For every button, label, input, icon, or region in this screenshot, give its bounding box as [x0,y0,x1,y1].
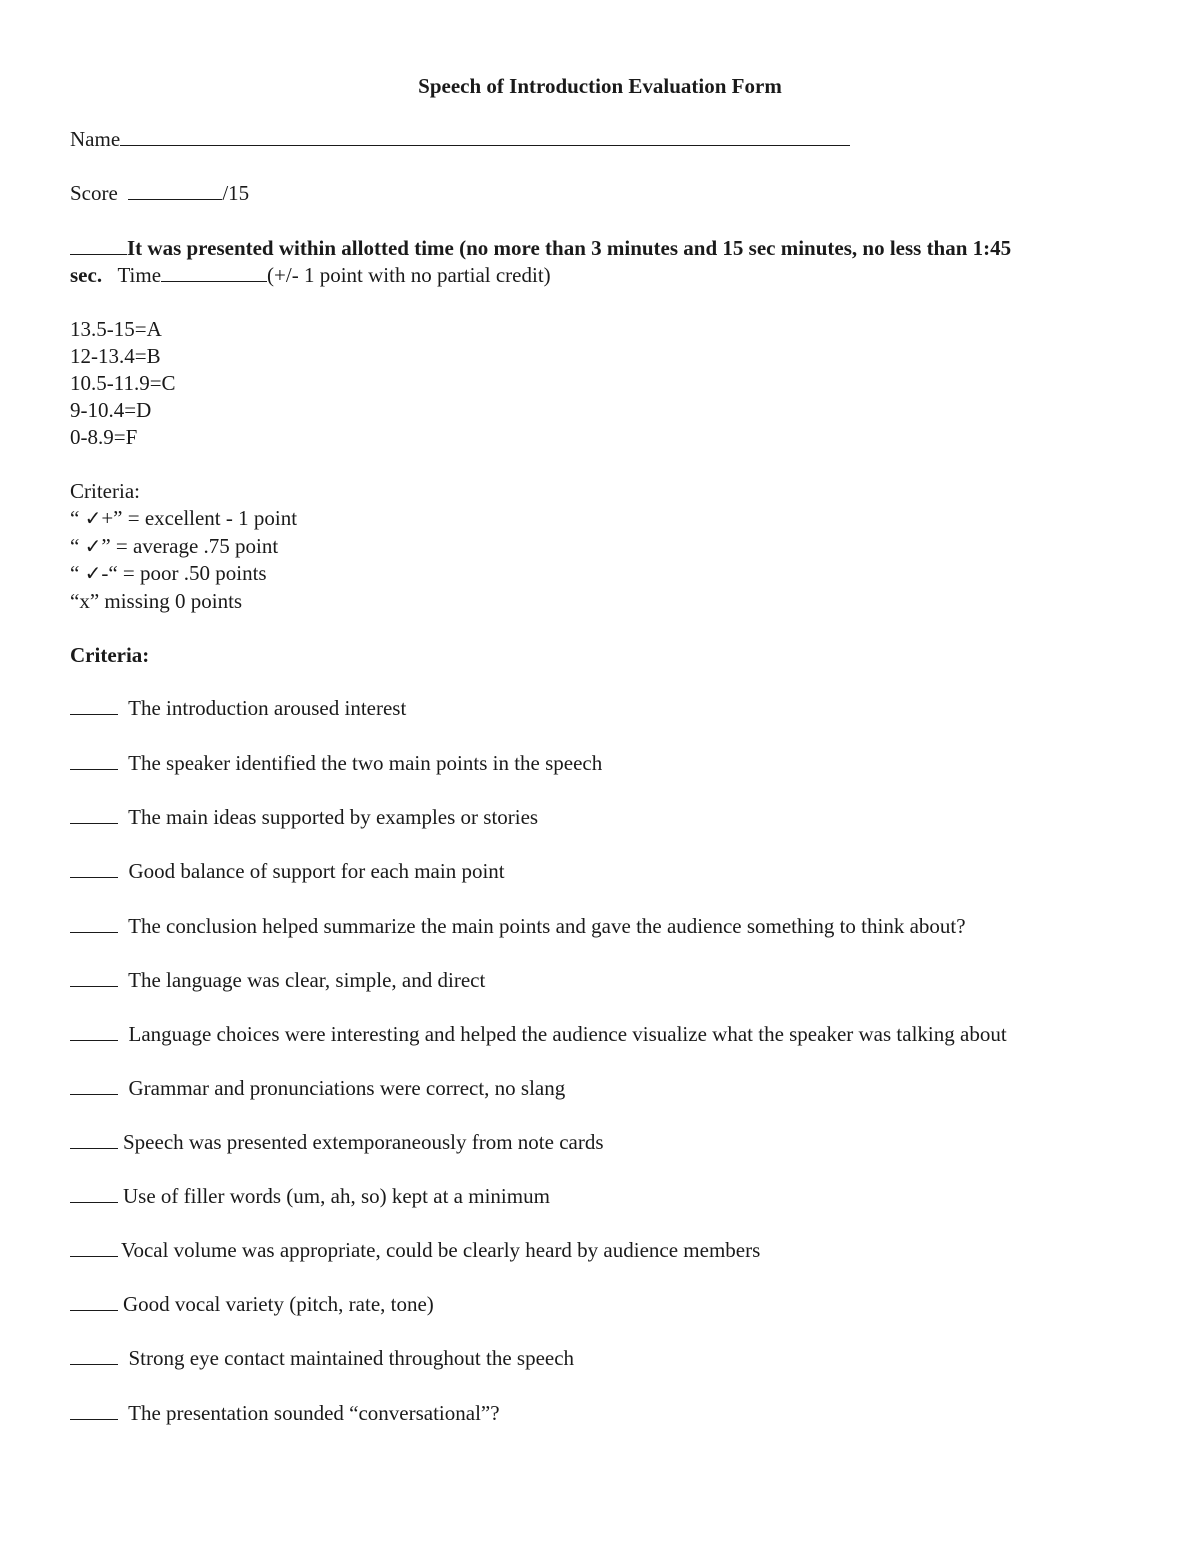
criteria-text: The speaker identified the two main points in the speech [128,751,603,775]
criteria-text: Speech was presented extemporaneously from note cards [123,1130,604,1154]
check-mark-icon: ✓ [84,534,102,558]
criteria-text: Vocal volume was appropriate, could be clearly heard by audience members [121,1238,761,1262]
criteria-item [70,1021,1007,1048]
criteria-text: Language choices were interesting and helped the audience visualize what the speaker was talking about [128,1022,1007,1046]
criteria-item [70,913,966,940]
name-line [70,126,850,153]
time-note: (+/- 1 point with no partial credit) [267,263,551,287]
criteria-key-heading: Criteria: [70,479,140,503]
score-blank[interactable] [70,1183,118,1203]
name-blank[interactable] [120,126,850,146]
criteria-item [70,1237,760,1264]
criteria-text: Good balance of support for each main point [128,859,505,883]
criteria-item [70,1291,434,1318]
score-blank[interactable] [70,1129,118,1149]
check-mark-icon: ✓ [84,561,102,585]
grade-scale-d: 9-10.4=D [70,398,152,422]
name-label: Name [70,127,121,151]
time-requirement-line-2 [70,262,551,289]
score-blank[interactable] [70,695,118,715]
quote-open: “ [70,534,85,558]
score-suffix: /15 [222,181,250,205]
criteria-text: The language was clear, simple, and direct [128,968,486,992]
criteria-text: The conclusion helped summarize the main points and gave the audience something to think about? [128,914,966,938]
grade-scale-a: 13.5-15=A [70,317,162,341]
criteria-item [70,1183,550,1210]
check-mark-icon: ✓ [84,506,102,530]
criteria-item [70,1345,574,1372]
time-requirement-line-1 [70,235,1011,262]
criteria-key-text: -“ = poor .50 points [101,561,267,585]
grade-scale-c: 10.5-11.9=C [70,371,176,395]
grade-scale-f: 0-8.9=F [70,425,138,449]
criteria-text: The introduction aroused interest [128,696,407,720]
criteria-item [70,858,505,885]
criteria-text: Strong eye contact maintained throughout the speech [128,1346,575,1370]
score-blank[interactable] [70,967,118,987]
grade-scale-b: 12-13.4=B [70,344,161,368]
score-blank[interactable] [128,180,222,200]
score-line [70,180,249,207]
score-blank[interactable] [70,1237,118,1257]
criteria-key-text: +” = excellent - 1 point [101,506,298,530]
score-blank[interactable] [70,750,118,770]
criteria-item [70,1400,500,1427]
criteria-text: Use of filler words (um, ah, so) kept at a minimum [123,1184,550,1208]
score-label: Score [70,181,118,205]
criteria-item [70,695,406,722]
time-requirement-text-2: sec. [70,263,103,287]
time-blank[interactable] [161,262,267,282]
criteria-item [70,967,485,994]
criteria-text: The main ideas supported by examples or stories [128,805,539,829]
time-label: Time [117,263,162,287]
page-title: Speech of Introduction Evaluation Form [418,74,782,98]
criteria-item [70,1075,565,1102]
time-check-blank[interactable] [70,235,127,255]
criteria-key-poor [70,560,267,587]
time-requirement-text: It was presented within allotted time (no more than 3 minutes and 15 sec minutes, no less than 1:45 [127,236,1012,260]
quote-open: “ [70,506,85,530]
score-blank[interactable] [70,858,118,878]
score-blank[interactable] [70,1021,118,1041]
criteria-text: Good vocal variety (pitch, rate, tone) [123,1292,434,1316]
score-blank[interactable] [70,1400,118,1420]
criteria-key-average [70,533,278,560]
score-blank[interactable] [70,1291,118,1311]
score-blank[interactable] [70,1345,118,1365]
score-blank[interactable] [70,913,118,933]
criteria-key-excellent [70,505,297,532]
criteria-item [70,750,602,777]
criteria-key-text: ” = average .75 point [101,534,279,558]
criteria-text: Grammar and pronunciations were correct, no slang [128,1076,566,1100]
criteria-item [70,1129,604,1156]
score-blank[interactable] [70,804,118,824]
criteria-heading: Criteria: [70,643,150,667]
quote-open: “ [70,561,85,585]
score-blank[interactable] [70,1075,118,1095]
criteria-text: The presentation sounded “conversational”? [128,1401,500,1425]
criteria-item [70,804,538,831]
criteria-key-missing: “x” missing 0 points [70,589,243,613]
